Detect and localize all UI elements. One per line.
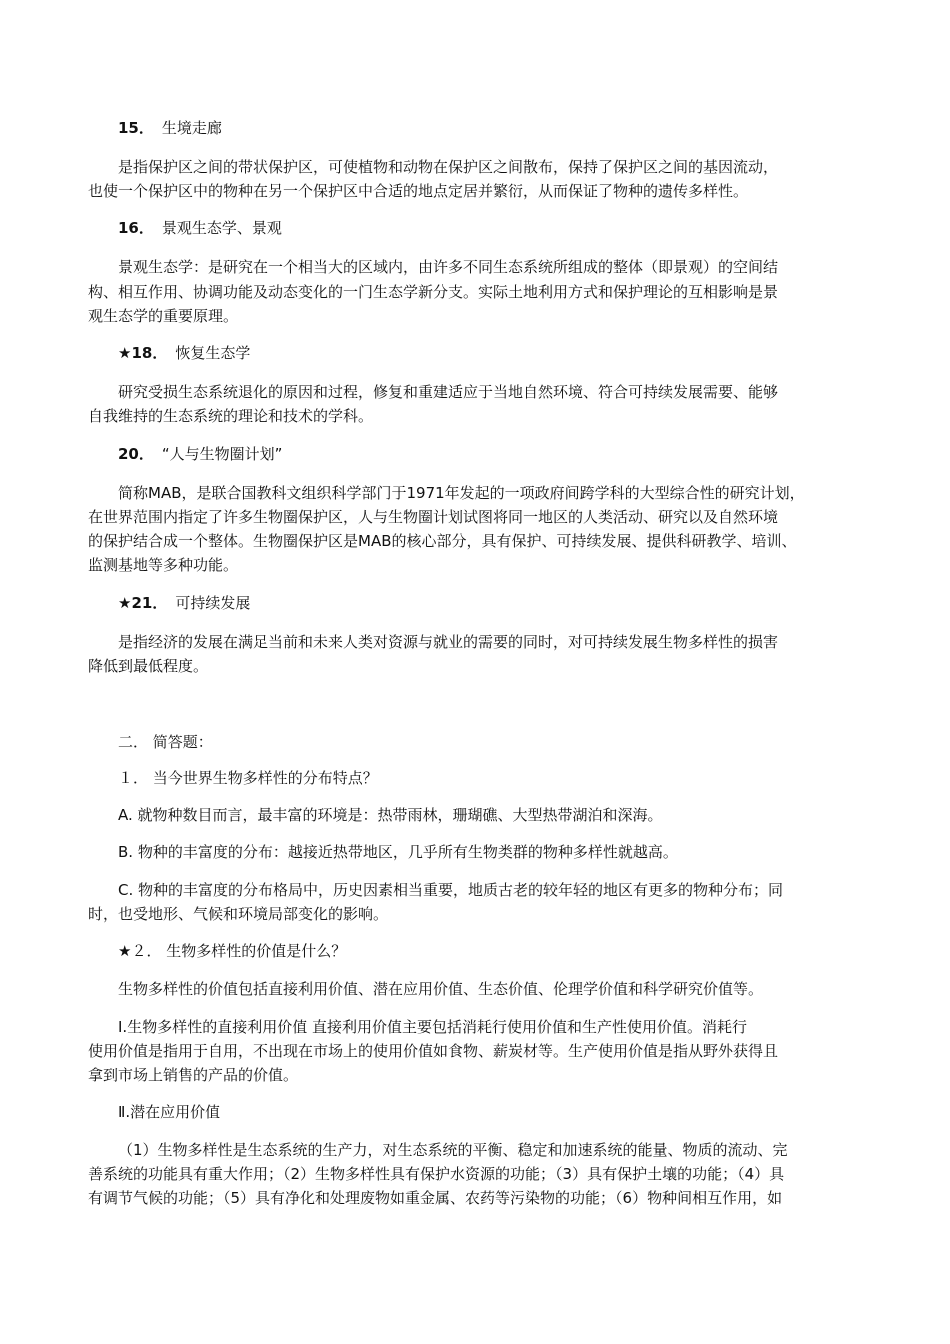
paragraph-line: 监测基地等多种功能。 (88, 556, 239, 574)
question-1: １． 当今世界生物多样性的分布特点？ (118, 769, 378, 787)
paragraph-line: 也使一个保护区中的物种在另一个保护区中合适的地点定居并繁衍，从而保证了物种的遗传多样性。 (88, 182, 749, 200)
term-heading-15 (118, 116, 222, 140)
answer-b: B. 物种的丰富度的分布：越接近热带地区，几乎所有生物类群的物种多样性就越高。 (118, 843, 678, 861)
paragraph-line: 景观生态学：是研究在一个相当大的区域内，由许多不同生态系统所组成的整体（即景观）的空间结 (118, 258, 779, 276)
answer-intro: 生物多样性的价值包括直接利用价值、潜在应用价值、生态价值、伦理学价值和科学研究价值等。 (118, 980, 764, 998)
paragraph-line: 是指经济的发展在满足当前和未来人类对资源与就业的需要的同时，对可持续发展生物多样性的损害 (118, 633, 779, 651)
term-title: 恢复生态学 (175, 344, 251, 362)
term-title: 生境走廊 (161, 119, 222, 137)
question-2: ★２． 生物多样性的价值是什么？ (118, 942, 347, 960)
value-ii-line: 善系统的功能具有重大作用；（2）生物多样性具有保护水资源的功能；（3）具有保护土壤的功能；（4）具 (88, 1165, 785, 1183)
answer-a: A. 就物种数目而言，最丰富的环境是：热带雨林，珊瑚礁、大型热带湖泊和深海。 (118, 806, 663, 824)
answer-c: C. 物种的丰富度的分布格局中，历史因素相当重要，地质古老的较年轻的地区有更多的物种分布；同 (118, 881, 784, 899)
paragraph-line: 构、相互作用、协调功能及动态变化的一门生态学新分支。实际土地利用方式和保护理论的互相影响是景 (88, 283, 779, 301)
value-ii-heading: Ⅱ.潜在应用价值 (118, 1103, 221, 1121)
term-number: 16． (118, 219, 154, 237)
value-i-line: Ⅰ.生物多样性的直接利用价值 直接利用价值主要包括消耗行使用价值和生产性使用价值。消耗行 (118, 1018, 747, 1036)
value-ii-line: （1）生物多样性是生态系统的生产力，对生态系统的平衡、稳定和加速系统的能量、物质的流动、完 (118, 1141, 788, 1159)
paragraph-line: 观生态学的重要原理。 (88, 307, 239, 325)
term-title: “人与生物圈计划” (161, 445, 283, 463)
term-heading-21 (118, 591, 250, 615)
term-heading-20 (118, 442, 282, 466)
section-title-short-answer: 二． 简答题： (118, 733, 213, 751)
term-title: 景观生态学、景观 (161, 219, 282, 237)
value-ii-line: 有调节气候的功能；（5）具有净化和处理废物如重金属、农药等污染物的功能；（6）物种间相互作用，如 (88, 1189, 783, 1207)
term-heading-18 (118, 341, 250, 365)
term-number: 20． (118, 445, 154, 463)
value-i-line: 拿到市场上销售的产品的价值。 (88, 1066, 299, 1084)
value-i-line: 使用价值是指用于自用，不出现在市场上的使用价值如食物、薪炭材等。生产使用价值是指从野外获得且 (88, 1042, 779, 1060)
term-number: ★21． (118, 594, 168, 612)
term-title: 可持续发展 (175, 594, 251, 612)
paragraph-line: 自我维持的生态系统的理论和技术的学科。 (88, 407, 374, 425)
paragraph-line: 降低到最低程度。 (88, 657, 209, 675)
paragraph-line: 简称MAB，是联合国教科文组织科学部门于1971年发起的一项政府间跨学科的大型综合性的研究计划， (118, 484, 805, 502)
paragraph-line: 在世界范围内指定了许多生物圈保护区，人与生物圈计划试图将同一地区的人类活动、研究以及自然环境 (88, 508, 779, 526)
answer-c-cont: 时，也受地形、气候和环境局部变化的影响。 (88, 905, 389, 923)
paragraph-line: 研究受损生态系统退化的原因和过程，修复和重建适应于当地自然环境、符合可持续发展需要、能够 (118, 383, 779, 401)
term-number: ★18． (118, 344, 168, 362)
paragraph-line: 的保护结合成一个整体。生物圈保护区是MAB的核心部分，具有保护、可持续发展、提供科研教学、培训、 (88, 532, 797, 550)
term-heading-16 (118, 216, 282, 240)
paragraph-line: 是指保护区之间的带状保护区，可使植物和动物在保护区之间散布，保持了保护区之间的基因流动， (118, 158, 779, 176)
term-number: 15． (118, 119, 154, 137)
